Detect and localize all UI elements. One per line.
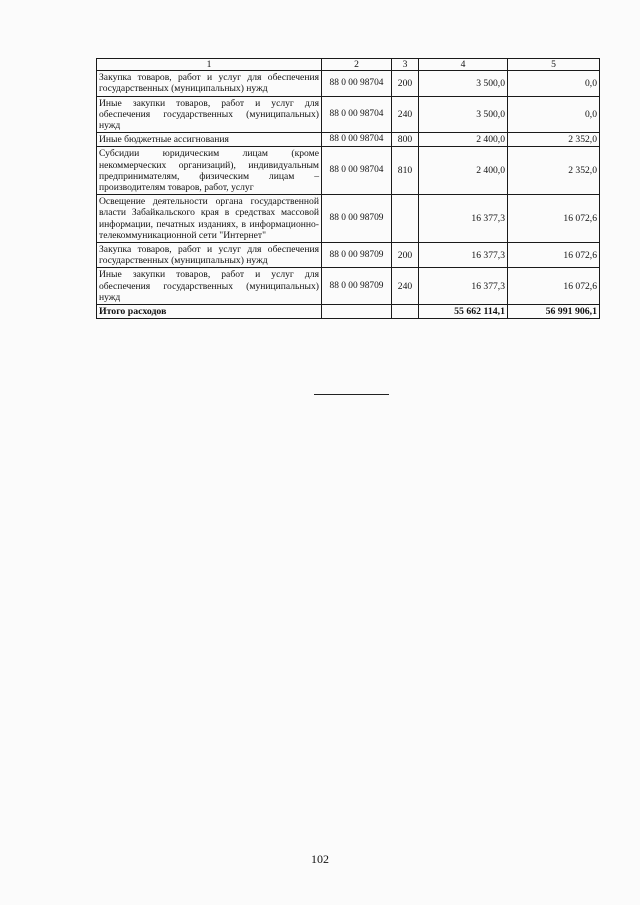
- total-label-cell: Итого расходов: [97, 305, 322, 319]
- target-code-cell: 88 0 00 98709: [322, 243, 392, 268]
- expense-type-cell: 240: [392, 268, 419, 305]
- amount-col-4-cell: 16 377,3: [419, 243, 508, 268]
- expense-name-cell: Иные закупки товаров, работ и услуг для обеспечения государственных (муниципальных) нужд: [97, 96, 322, 133]
- target-code-cell: 88 0 00 98704: [322, 133, 392, 147]
- table-header-row: [97, 59, 600, 71]
- total-amount-col-4-cell: 55 662 114,1: [419, 305, 508, 319]
- expense-type-cell: 200: [392, 243, 419, 268]
- expense-type-cell: 800: [392, 133, 419, 147]
- target-code-cell: 88 0 00 98704: [322, 147, 392, 195]
- end-of-table-divider: [314, 394, 389, 395]
- target-code-cell: 88 0 00 98709: [322, 195, 392, 243]
- header-col-2: 2: [322, 59, 392, 71]
- table-row: [97, 96, 600, 133]
- amount-col-4-cell: 2 400,0: [419, 147, 508, 195]
- amount-col-4-cell: 3 500,0: [419, 96, 508, 133]
- header-col-4: 4: [419, 59, 508, 71]
- amount-col-5-cell: 0,0: [508, 71, 600, 96]
- header-col-3: 3: [392, 59, 419, 71]
- amount-col-5-cell: 2 352,0: [508, 133, 600, 147]
- amount-col-4-cell: 16 377,3: [419, 268, 508, 305]
- page-number: 102: [311, 852, 329, 866]
- amount-col-4-cell: 2 400,0: [419, 133, 508, 147]
- total-code-cell: [322, 305, 392, 319]
- header-col-5: 5: [508, 59, 600, 71]
- target-code-cell: 88 0 00 98709: [322, 268, 392, 305]
- table-row: [97, 71, 600, 96]
- expense-type-cell: [392, 195, 419, 243]
- table-row: [97, 195, 600, 243]
- amount-col-4-cell: 3 500,0: [419, 71, 508, 96]
- amount-col-5-cell: 0,0: [508, 96, 600, 133]
- target-code-cell: 88 0 00 98704: [322, 96, 392, 133]
- total-type-cell: [392, 305, 419, 319]
- expense-type-cell: 810: [392, 147, 419, 195]
- amount-col-5-cell: 2 352,0: [508, 147, 600, 195]
- expense-name-cell: Иные закупки товаров, работ и услуг для обеспечения государственных (муниципальных) нужд: [97, 268, 322, 305]
- amount-col-4-cell: 16 377,3: [419, 195, 508, 243]
- table-row: [97, 243, 600, 268]
- expense-name-cell: Освещение деятельности органа государственной власти Забайкальского края в средствах массовой информации, печатных изданиях, в информационно-телекоммуникационной сети "Интернет": [97, 195, 322, 243]
- amount-col-5-cell: 16 072,6: [508, 243, 600, 268]
- target-code-cell: 88 0 00 98704: [322, 71, 392, 96]
- expense-name-cell: Иные бюджетные ассигнования: [97, 133, 322, 147]
- expense-name-cell: Закупка товаров, работ и услуг для обеспечения государственных (муниципальных) нужд: [97, 71, 322, 96]
- table-row: [97, 147, 600, 195]
- header-col-1: 1: [97, 59, 322, 71]
- budget-expenditure-table: [96, 58, 600, 319]
- expense-name-cell: Закупка товаров, работ и услуг для обеспечения государственных (муниципальных) нужд: [97, 243, 322, 268]
- table-row: [97, 133, 600, 147]
- expense-name-cell: Субсидии юридическим лицам (кроме некоммерческих организаций), индивидуальным предпринимателям, физическим лицам – производителям товаров, работ, услуг: [97, 147, 322, 195]
- table-row: [97, 268, 600, 305]
- expense-type-cell: 240: [392, 96, 419, 133]
- amount-col-5-cell: 16 072,6: [508, 268, 600, 305]
- expense-type-cell: 200: [392, 71, 419, 96]
- amount-col-5-cell: 16 072,6: [508, 195, 600, 243]
- total-amount-col-5-cell: 56 991 906,1: [508, 305, 600, 319]
- total-row: [97, 305, 600, 319]
